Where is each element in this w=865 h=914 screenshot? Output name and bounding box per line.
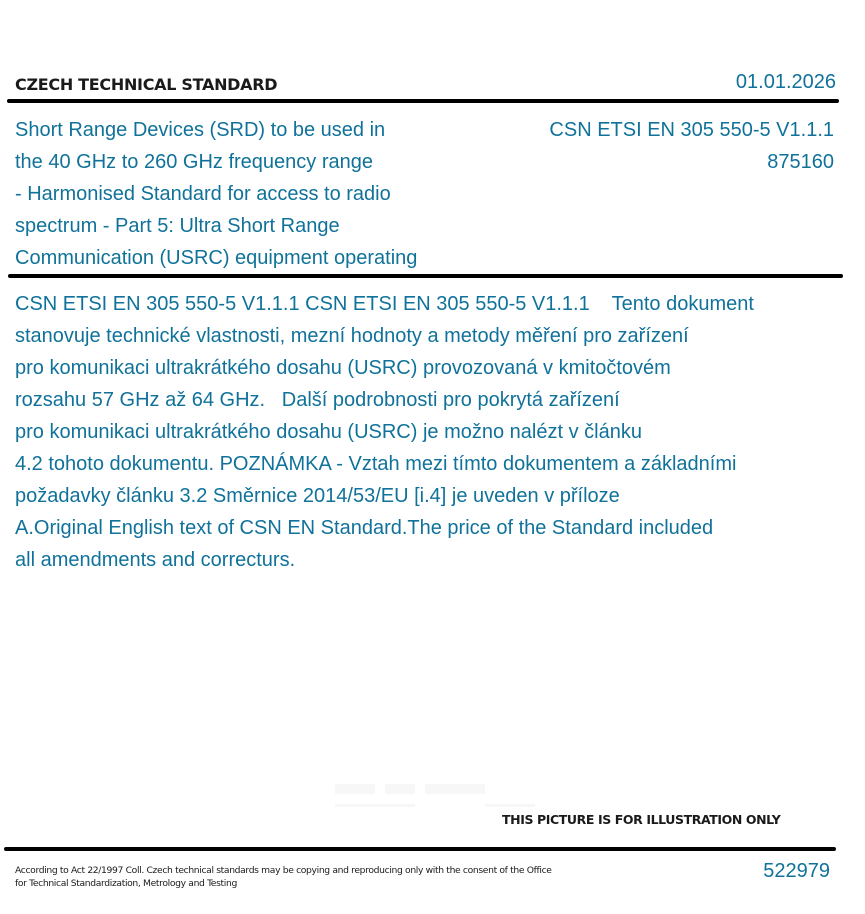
standard-title	[15, 114, 485, 274]
title-line: Short Range Devices (SRD) to be used in	[15, 119, 386, 141]
standard-description	[15, 288, 855, 576]
copyright-line: According to Act 22/1997 Coll. Czech technical standards may be copying and reproducing only with the consent of the Office	[15, 865, 552, 876]
description-line: rozsahu 57 GHz až 64 GHz. Další podrobnosti pro pokrytá zařízení	[15, 389, 620, 411]
illustration-notice: THIS PICTURE IS FOR ILLUSTRATION ONLY	[502, 812, 781, 827]
title-line: spectrum - Part 5: Ultra Short Range	[15, 215, 340, 237]
title-divider	[8, 274, 843, 278]
standard-designation: CSN ETSI EN 305 550-5 V1.1.1	[549, 119, 834, 141]
title-line: - Harmonised Standard for access to radio	[15, 183, 391, 205]
description-line: all amendments and correcturs.	[15, 549, 296, 571]
description-line: pro komunikaci ultrakrátkého dosahu (USRC) provozovaná v kmitočtovém	[15, 357, 671, 379]
description-line: stanovuje technické vlastnosti, mezní hodnoty a metody měření pro zařízení	[15, 325, 689, 347]
copyright-line: for Technical Standardization, Metrology and Testing	[15, 878, 237, 889]
footer-divider	[4, 847, 836, 851]
document-code: 522979	[763, 860, 830, 882]
title-line: Communication (USRC) equipment operating	[15, 247, 418, 269]
title-line: the 40 GHz to 260 GHz frequency range	[15, 151, 373, 173]
copyright-notice	[15, 864, 552, 890]
description-line: A.Original English text of CSN EN Standard.The price of the Standard included	[15, 517, 714, 539]
standard-meta	[549, 114, 834, 178]
faint-background-logo	[335, 780, 535, 810]
description-line: CSN ETSI EN 305 550-5 V1.1.1 CSN ETSI EN 305 550-5 V1.1.1 Tento dokument	[15, 293, 754, 315]
catalog-number: 875160	[767, 151, 834, 173]
effective-date: 01.01.2026	[735, 71, 836, 93]
standard-type-heading: CZECH TECHNICAL STANDARD	[15, 75, 278, 94]
description-line: 4.2 tohoto dokumentu. POZNÁMKA - Vztah mezi tímto dokumentem a základními	[15, 453, 737, 475]
description-line: požadavky článku 3.2 Směrnice 2014/53/EU [i.4] je uveden v příloze	[15, 485, 620, 507]
description-line: pro komunikaci ultrakrátkého dosahu (USRC) je možno nalézt v článku	[15, 421, 642, 443]
header-divider	[7, 99, 839, 103]
